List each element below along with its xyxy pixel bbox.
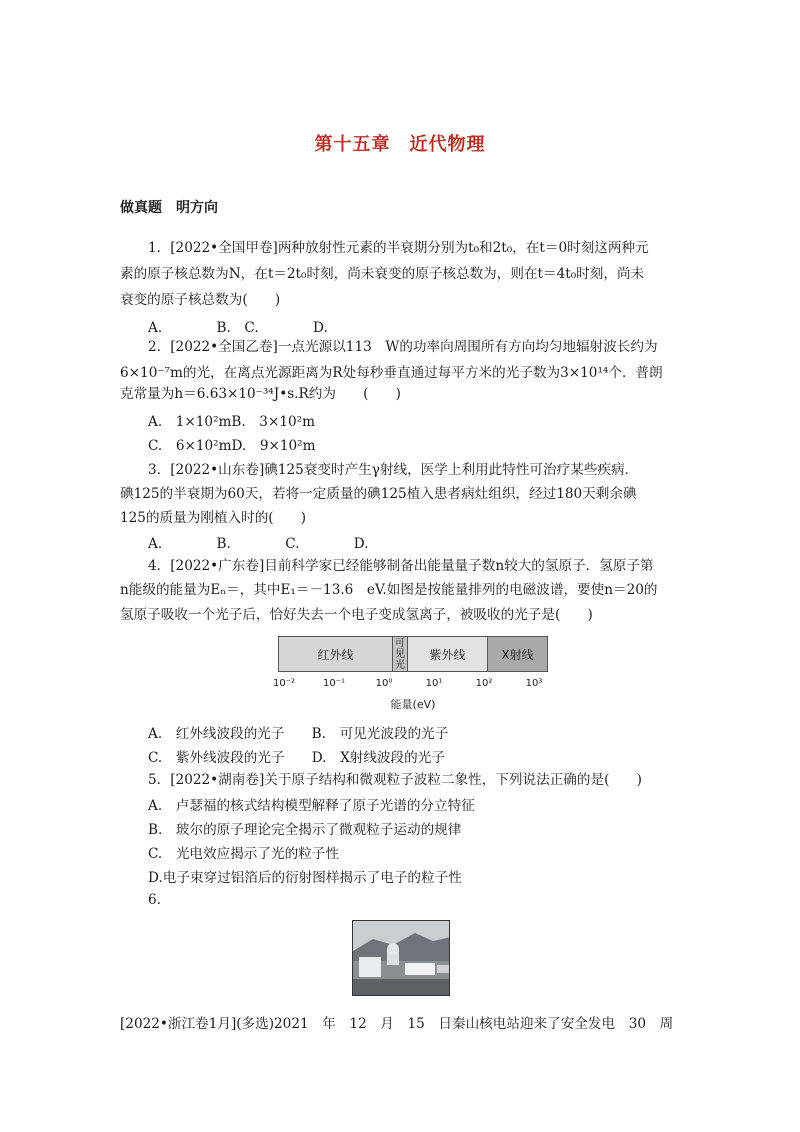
band-visible: 可见光 — [392, 636, 408, 672]
q5-option-c: C. 光电效应揭示了光的粒子性 — [148, 846, 339, 862]
q5-line-1: 5．[2022•湖南卷]关于原子结构和微观粒子波粒二象性，下列说法正确的是( ) — [148, 772, 642, 788]
q2-options-cd: C. 6×10²mD. 9×10²m — [148, 438, 316, 454]
q2-line-2: 6×10⁻⁷m的光，在离点光源距离为R处每秒垂直通过每平方米的光子数为3×10¹⁴个．普朗 — [120, 365, 663, 381]
q6-line-1: [2022•浙江卷1月](多选)2021 年 12 月 15 日秦山核电站迎来了安全发电 30 周 — [120, 1016, 674, 1032]
q5-option-a: A. 卢瑟福的核式结构模型解释了原子光谱的分立特征 — [148, 798, 475, 814]
tick-label: 10⁰ — [375, 678, 393, 689]
band-infrared: 红外线 — [278, 636, 393, 672]
q4-options-ab: A. 红外线波段的光子 B. 可见光波段的光子 — [148, 726, 449, 742]
tick-label: 10² — [475, 678, 493, 689]
em-spectrum-figure — [272, 632, 548, 711]
q3-line-2: 碘125的半衰期为60天，若将一定质量的碘125植入患者病灶组织，经过180天剩余碘 — [120, 486, 637, 502]
q5-option-d: D.电子束穿过铝箔后的衍射图样揭示了电子的粒子性 — [148, 870, 462, 886]
band-xray: X射线 — [487, 636, 548, 672]
tick-label: 10⁻² — [272, 678, 296, 689]
q4-line-2: n能级的能量为Eₙ＝，其中E₁＝－13.6 eV.如图是按能量排列的电磁波谱，要使n＝20的 — [120, 582, 658, 598]
tick-label: 10³ — [525, 678, 543, 689]
q4-line-3: 氢原子吸收一个光子后，恰好失去一个电子变成氢离子，被吸收的光子是( ) — [120, 607, 593, 623]
tick-label: 10⁻¹ — [322, 678, 346, 689]
q1-line-3: 衰变的原子核总数为( ) — [120, 292, 281, 308]
q4-options-cd: C. 紫外线波段的光子 D. X射线波段的光子 — [148, 750, 445, 766]
axis-label: 能量(eV) — [390, 698, 436, 711]
q1-line-1: 1．[2022•全国甲卷]两种放射性元素的半衰期分别为t₀和2t₀，在t＝0时刻这两种元 — [148, 240, 649, 256]
q6-number: 6. — [148, 892, 161, 908]
band-ultraviolet: 紫外线 — [407, 636, 488, 672]
q3-line-1: 3．[2022•山东卷]碘125衰变时产生γ射线，医学上利用此特性可治疗某些疾病． — [148, 462, 639, 478]
q1-line-2: 素的原子核总数为N，在t＝2t₀时刻，尚未衰变的原子核总数为，则在t＝4t₀时刻，尚未 — [120, 266, 645, 282]
q4-line-1: 4．[2022•广东卷]目前科学家已经能够制备出能量量子数n较大的氢原子．氢原子第 — [148, 558, 654, 574]
section-heading: 做真题 明方向 — [120, 200, 218, 216]
chapter-title: 第十五章 近代物理 — [314, 134, 486, 155]
nuclear-plant-photo — [352, 920, 450, 996]
q3-line-3: 125的质量为刚植入时的( ) — [120, 510, 307, 526]
q2-options-ab: A. 1×10²mB. 3×10²m — [148, 414, 315, 430]
q3-options: A. B. C. D. — [148, 536, 369, 552]
q2-line-1: 2．[2022•全国乙卷]一点光源以113 W的功率向周围所有方向均匀地辐射波长约为 — [148, 339, 658, 355]
q5-option-b: B. 玻尔的原子理论完全揭示了微观粒子运动的规律 — [148, 822, 462, 838]
q1-options: A. B. C. D. — [148, 320, 328, 336]
q2-line-3: 克常量为h＝6.63×10⁻³⁴J•s.R约为 ( ) — [120, 386, 401, 402]
tick-label: 10¹ — [425, 678, 443, 689]
